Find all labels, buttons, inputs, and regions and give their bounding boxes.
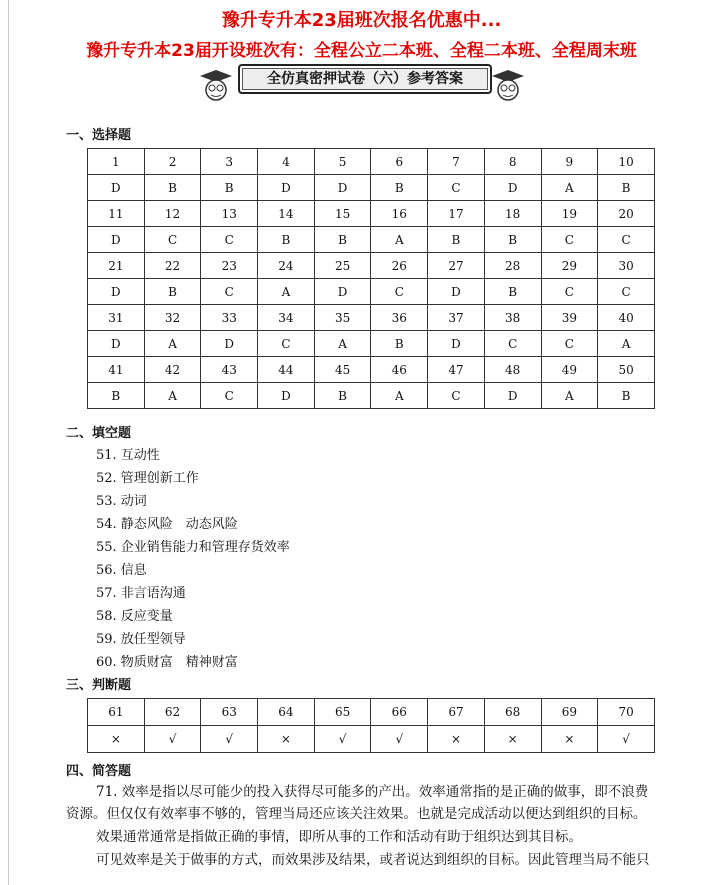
table-cell: C: [201, 383, 258, 409]
table-row: [88, 175, 655, 201]
table-cell: D: [314, 175, 371, 201]
table-cell: 43: [201, 357, 258, 383]
table-cell: 28: [484, 253, 541, 279]
table-cell: 36: [371, 305, 428, 331]
table-cell: B: [371, 331, 428, 357]
table-cell: 41: [88, 357, 145, 383]
table-cell: 34: [258, 305, 315, 331]
table-cell: 12: [144, 201, 201, 227]
table-cell: 6: [371, 149, 428, 175]
fill-answer-item: 54. 静态风险 动态风险: [96, 517, 238, 532]
graduate-mascot-icon: [488, 68, 528, 104]
table-cell: B: [484, 227, 541, 253]
table-cell: C: [598, 227, 655, 253]
table-cell: 39: [541, 305, 598, 331]
table-cell: ×: [541, 726, 598, 753]
table-cell: 64: [258, 699, 315, 726]
table-cell: 45: [314, 357, 371, 383]
table-cell: D: [201, 331, 258, 357]
table-cell: 61: [88, 699, 145, 726]
table-cell: 38: [484, 305, 541, 331]
table-cell: 47: [428, 357, 485, 383]
section-heading-short: 四、简答题: [66, 764, 132, 779]
table-row: [88, 279, 655, 305]
table-cell: ×: [88, 726, 145, 753]
table-cell: √: [314, 726, 371, 753]
table-cell: A: [144, 331, 201, 357]
table-row: [88, 305, 655, 331]
table-cell: D: [88, 331, 145, 357]
table-cell: 20: [598, 201, 655, 227]
table-cell: A: [371, 227, 428, 253]
page-margin-line: [8, 0, 9, 885]
table-cell: 21: [88, 253, 145, 279]
table-cell: 30: [598, 253, 655, 279]
fill-answer-item: 59. 放任型领导: [96, 632, 186, 647]
table-cell: √: [598, 726, 655, 753]
table-cell: 33: [201, 305, 258, 331]
table-cell: D: [428, 331, 485, 357]
table-cell: C: [428, 175, 485, 201]
table-cell: 42: [144, 357, 201, 383]
promo-line-2: 豫升专升本23届开设班次有：全程公立二本班、全程二本班、全程周末班: [86, 41, 637, 61]
table-cell: ×: [258, 726, 315, 753]
table-cell: 29: [541, 253, 598, 279]
table-row: [88, 726, 655, 753]
table-cell: 24: [258, 253, 315, 279]
table-cell: D: [484, 175, 541, 201]
table-cell: B: [144, 175, 201, 201]
table-row: [88, 383, 655, 409]
table-cell: 40: [598, 305, 655, 331]
table-cell: 9: [541, 149, 598, 175]
table-cell: 32: [144, 305, 201, 331]
table-cell: 63: [201, 699, 258, 726]
table-cell: 49: [541, 357, 598, 383]
table-row: [88, 699, 655, 726]
table-cell: C: [541, 279, 598, 305]
table-cell: D: [258, 175, 315, 201]
table-cell: 23: [201, 253, 258, 279]
table-cell: A: [598, 331, 655, 357]
table-cell: 2: [144, 149, 201, 175]
table-cell: A: [541, 383, 598, 409]
table-cell: B: [258, 227, 315, 253]
table-cell: 69: [541, 699, 598, 726]
section-heading-judge: 三、判断题: [66, 678, 132, 693]
fill-answer-item: 53. 动词: [96, 494, 147, 509]
table-cell: A: [144, 383, 201, 409]
fill-answer-item: 56. 信息: [96, 563, 147, 578]
table-cell: 18: [484, 201, 541, 227]
table-cell: ×: [484, 726, 541, 753]
table-cell: 26: [371, 253, 428, 279]
table-cell: 17: [428, 201, 485, 227]
promo-line-1: 豫升专升本23届班次报名优惠中...: [221, 10, 502, 31]
table-cell: 68: [484, 699, 541, 726]
table-cell: D: [88, 175, 145, 201]
fill-answer-item: 60. 物质财富 精神财富: [96, 655, 238, 670]
table-cell: B: [314, 383, 371, 409]
fill-answer-item: 55. 企业销售能力和管理存货效率: [96, 540, 290, 555]
answer-71-line-3: 效果通常通常是指做正确的事情，即所从事的工作和活动有助于组织达到其目标。: [96, 829, 582, 845]
table-cell: ×: [428, 726, 485, 753]
table-cell: 11: [88, 201, 145, 227]
table-cell: C: [144, 227, 201, 253]
fill-answer-item: 57. 非言语沟通: [96, 586, 186, 601]
table-cell: 3: [201, 149, 258, 175]
table-cell: 48: [484, 357, 541, 383]
answer-key-banner: 全仿真密押试卷（六）参考答案: [238, 64, 492, 94]
table-cell: B: [598, 175, 655, 201]
answer-71-line-4: 可见效率是关于做事的方式，而效果涉及结果，或者说达到组织的目标。因此管理当局不能只: [96, 852, 650, 868]
table-cell: 4: [258, 149, 315, 175]
table-cell: 37: [428, 305, 485, 331]
table-cell: 10: [598, 149, 655, 175]
table-cell: 31: [88, 305, 145, 331]
table-cell: 16: [371, 201, 428, 227]
table-cell: C: [258, 331, 315, 357]
fill-answer-item: 52. 管理创新工作: [96, 471, 199, 486]
table-cell: A: [371, 383, 428, 409]
table-cell: C: [484, 331, 541, 357]
table-cell: C: [541, 331, 598, 357]
table-cell: 65: [314, 699, 371, 726]
table-cell: 7: [428, 149, 485, 175]
table-row: [88, 253, 655, 279]
table-cell: B: [201, 175, 258, 201]
table-cell: 22: [144, 253, 201, 279]
table-cell: D: [428, 279, 485, 305]
choice-answer-table: [87, 148, 655, 409]
section-heading-choice: 一、选择题: [66, 128, 132, 143]
table-cell: 25: [314, 253, 371, 279]
table-cell: 70: [598, 699, 655, 726]
table-cell: B: [598, 383, 655, 409]
table-cell: D: [258, 383, 315, 409]
table-cell: D: [314, 279, 371, 305]
table-cell: B: [314, 227, 371, 253]
table-cell: C: [201, 227, 258, 253]
table-cell: 5: [314, 149, 371, 175]
table-cell: B: [144, 279, 201, 305]
table-cell: 46: [371, 357, 428, 383]
table-cell: D: [88, 279, 145, 305]
graduate-mascot-icon: [196, 68, 236, 104]
section-heading-fill: 二、填空题: [66, 426, 132, 441]
table-cell: √: [201, 726, 258, 753]
table-cell: 15: [314, 201, 371, 227]
table-cell: A: [314, 331, 371, 357]
judge-answer-table: [87, 698, 655, 753]
table-cell: A: [258, 279, 315, 305]
table-cell: √: [144, 726, 201, 753]
table-cell: C: [201, 279, 258, 305]
table-cell: 62: [144, 699, 201, 726]
fill-answer-item: 51. 互动性: [96, 448, 160, 463]
table-cell: 14: [258, 201, 315, 227]
table-cell: 44: [258, 357, 315, 383]
table-cell: 13: [201, 201, 258, 227]
table-cell: D: [484, 383, 541, 409]
table-cell: D: [88, 227, 145, 253]
table-cell: 8: [484, 149, 541, 175]
table-cell: 67: [428, 699, 485, 726]
table-cell: B: [371, 175, 428, 201]
table-row: [88, 201, 655, 227]
table-cell: B: [428, 227, 485, 253]
table-cell: C: [541, 227, 598, 253]
fill-answer-item: 58. 反应变量: [96, 609, 173, 624]
table-row: [88, 357, 655, 383]
table-row: [88, 149, 655, 175]
table-row: [88, 227, 655, 253]
table-cell: C: [598, 279, 655, 305]
table-cell: 50: [598, 357, 655, 383]
table-cell: C: [428, 383, 485, 409]
table-cell: 27: [428, 253, 485, 279]
table-cell: √: [371, 726, 428, 753]
table-cell: C: [371, 279, 428, 305]
table-cell: 1: [88, 149, 145, 175]
table-cell: 66: [371, 699, 428, 726]
table-cell: B: [484, 279, 541, 305]
table-row: [88, 331, 655, 357]
table-cell: A: [541, 175, 598, 201]
table-cell: 35: [314, 305, 371, 331]
answer-71-line-2: 资源。但仅仅有效率事不够的，管理当局还应该关注效果。也就是完成活动以便达到组织的目标。: [66, 806, 647, 822]
table-cell: 19: [541, 201, 598, 227]
answer-71-line-1: 71. 效率是指以尽可能少的投入获得尽可能多的产出。效率通常指的是正确的做事，即不浪费: [96, 784, 649, 800]
table-cell: B: [88, 383, 145, 409]
